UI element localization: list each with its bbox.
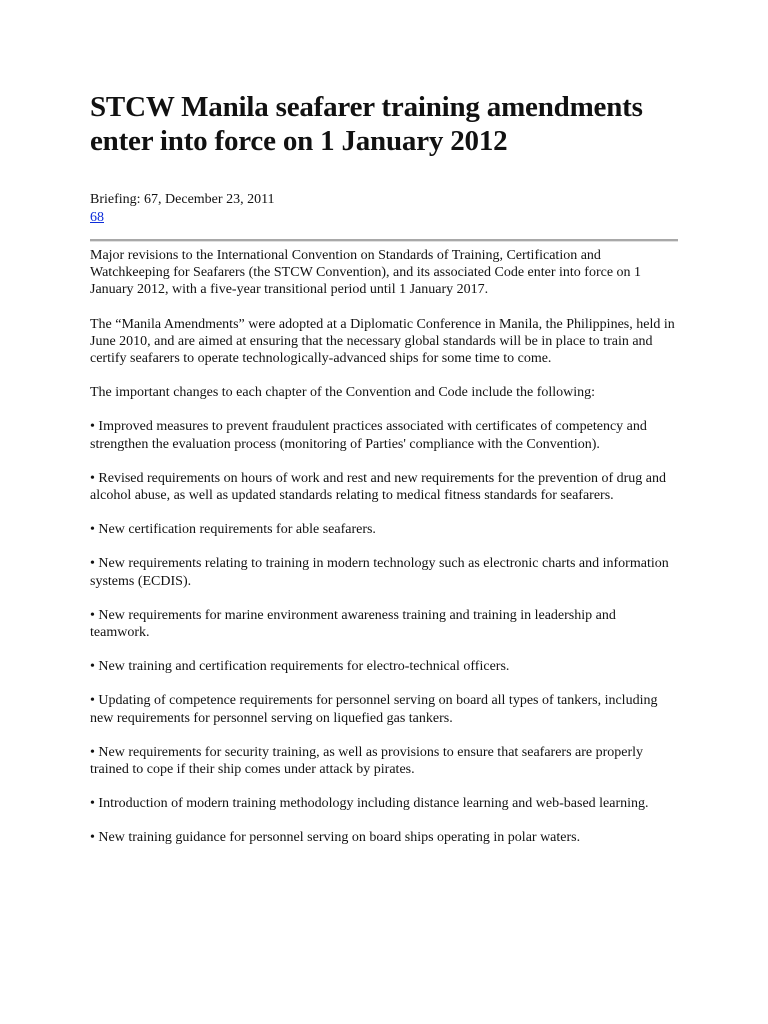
paragraph: The “Manila Amendments” were adopted at a Diplomatic Conference in Manila, the Philippines, held in June 2010, and are aimed at ensuring that the necessary global standards will be in place to train and certify seafarers to operate technologically-advanced ships for some time to come. bbox=[90, 316, 675, 367]
bullet-item: • Updating of competence requirements for personnel serving on board all types of tankers, including new requirements for personnel serving on liquefied gas tankers. bbox=[90, 693, 658, 726]
article-title: STCW Manila seafarer training amendments enter into force on 1 January 2012 bbox=[90, 91, 643, 157]
bullet-item: • Introduction of modern training methodology including distance learning and web-based learning. bbox=[90, 796, 649, 812]
bullet-item: • New certification requirements for able seafarers. bbox=[90, 522, 376, 538]
bullet-item: • New training and certification requirements for electro-technical officers. bbox=[90, 659, 510, 675]
briefing-line: Briefing: 67, December 23, 2011 bbox=[90, 192, 275, 207]
bullet-item: • Improved measures to prevent fraudulent practices associated with certificates of competency and strengthen the evaluation process (monitoring of Parties' compliance with the Convention). bbox=[90, 419, 647, 452]
bullet-item: • New requirements relating to training in modern technology such as electronic charts and information systems (ECDIS). bbox=[90, 556, 669, 589]
bullet-item: • New requirements for marine environment awareness training and training in leadership and teamwork. bbox=[90, 607, 616, 641]
bullet-item: • Revised requirements on hours of work and rest and new requirements for the prevention of drug and alcohol abuse, as well as updated standards relating to medical fitness standards for seafarers. bbox=[90, 470, 667, 504]
paragraph: Major revisions to the International Convention on Standards of Training, Certification and Watchkeeping for Seafarers (the STCW Convention), and its associated Code enter into force on 1 January 2012, with a five-year transitional period until 1 January 2017. bbox=[90, 248, 642, 298]
bullet-item: • New requirements for security training, as well as provisions to ensure that seafarers are properly trained to cope if their ship comes under attack by pirates. bbox=[90, 744, 644, 778]
paragraph: The important changes to each chapter of the Convention and Code include the following: bbox=[90, 385, 596, 401]
article-body bbox=[90, 247, 678, 847]
divider-rule bbox=[90, 239, 678, 242]
article-meta bbox=[90, 191, 678, 227]
bullet-item: • New training guidance for personnel serving on board ships operating in polar waters. bbox=[90, 830, 581, 846]
briefing-link[interactable]: 68 bbox=[90, 210, 104, 225]
